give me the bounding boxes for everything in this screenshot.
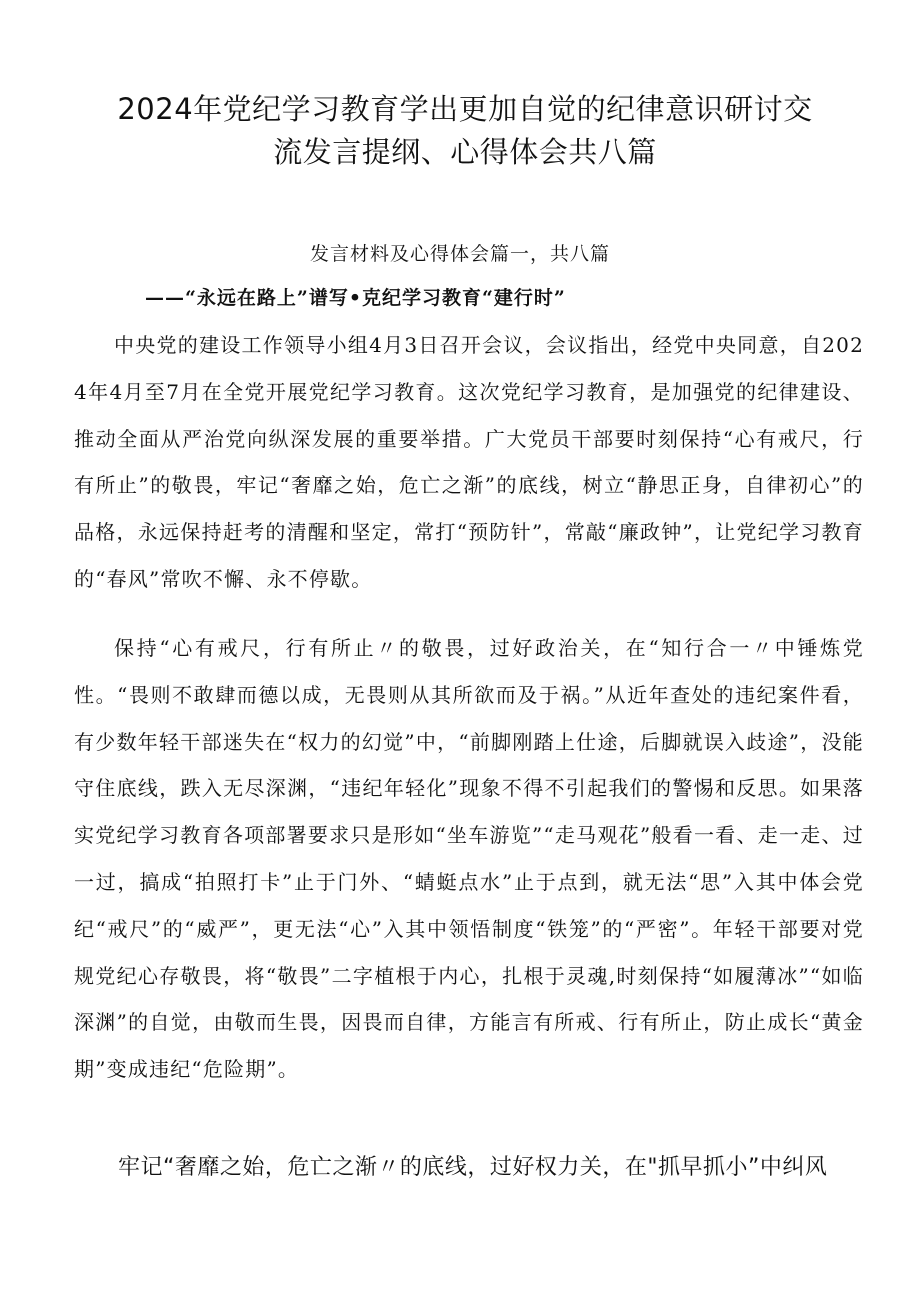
body-paragraph: 保持“心有戒尺，行有所止〃的敬畏，过好政治关，在“知行合一〃中锤炼党性。“畏则不敢肆而德以成，无畏则从其所欲而及于祸。”从近年查处的违纪案件看，有少数年轻干部迷失在“权力的幻觉”中，“前脚刚踏上仕途，后脚就误入歧途”，没能守住底线，跌入无尽深渊，“违纪年轻化”现象不得不引起我们的警惕和反思。如果落实党纪学习教育各项部署要求只是形如“坐车游览”“走马观花”般看一看、走一走、过一过，搞成“拍照打卡”止于门外、“蜻蜓点水”止于点到，就无法“思”入其中体会党纪“戒尺”的“威严”，更无法“心”入其中领悟制度“铁笼”的“严密”。年轻干部要对党规党纪心存敬畏，将“敬畏”二字植根于内心，扎根于灵魂,时刻保持“如履薄冰”“如临深渊”的自觉，由敬而生畏，因畏而自律，方能言有所戒、行有所止，防止成长“黄金期”变成违纪“危险期”。	[74, 636, 864, 1082]
document-title: 2024年党纪学习教育学出更加自觉的纪律意识研讨交流发言提纲、心得体会共八篇	[117, 92, 813, 169]
section-title: 发言材料及心得体会篇一，共八篇	[309, 243, 610, 265]
body-paragraph: 中央党的建设工作领导小组4月3日召开会议，会议指出，经党中央同意，自2024年4月至7月在全党开展党纪学习教育。这次党纪学习教育，是加强党的纪律建设、推动全面从严治党向纵深发展的重要举措。广大党员干部要时刻保持“心有戒尺，行有所止”的敬畏，牢记“奢靡之始，危亡之渐”的底线，树立“静思正身，自律初心”的品格，永远保持赶考的清醒和坚定，常打“预防针”，常敲“廉政钟”，让党纪学习教育的“春风”常吹不懈、永不停歇。	[74, 333, 864, 591]
body-paragraph-heading: 牢记“奢靡之始，危亡之渐〃的底线，过好权力关，在"抓早抓小”中纠风	[118, 1155, 828, 1180]
section-subtitle: ——“永远在路上”谱写•克纪学习教育“建行时”	[145, 287, 566, 309]
